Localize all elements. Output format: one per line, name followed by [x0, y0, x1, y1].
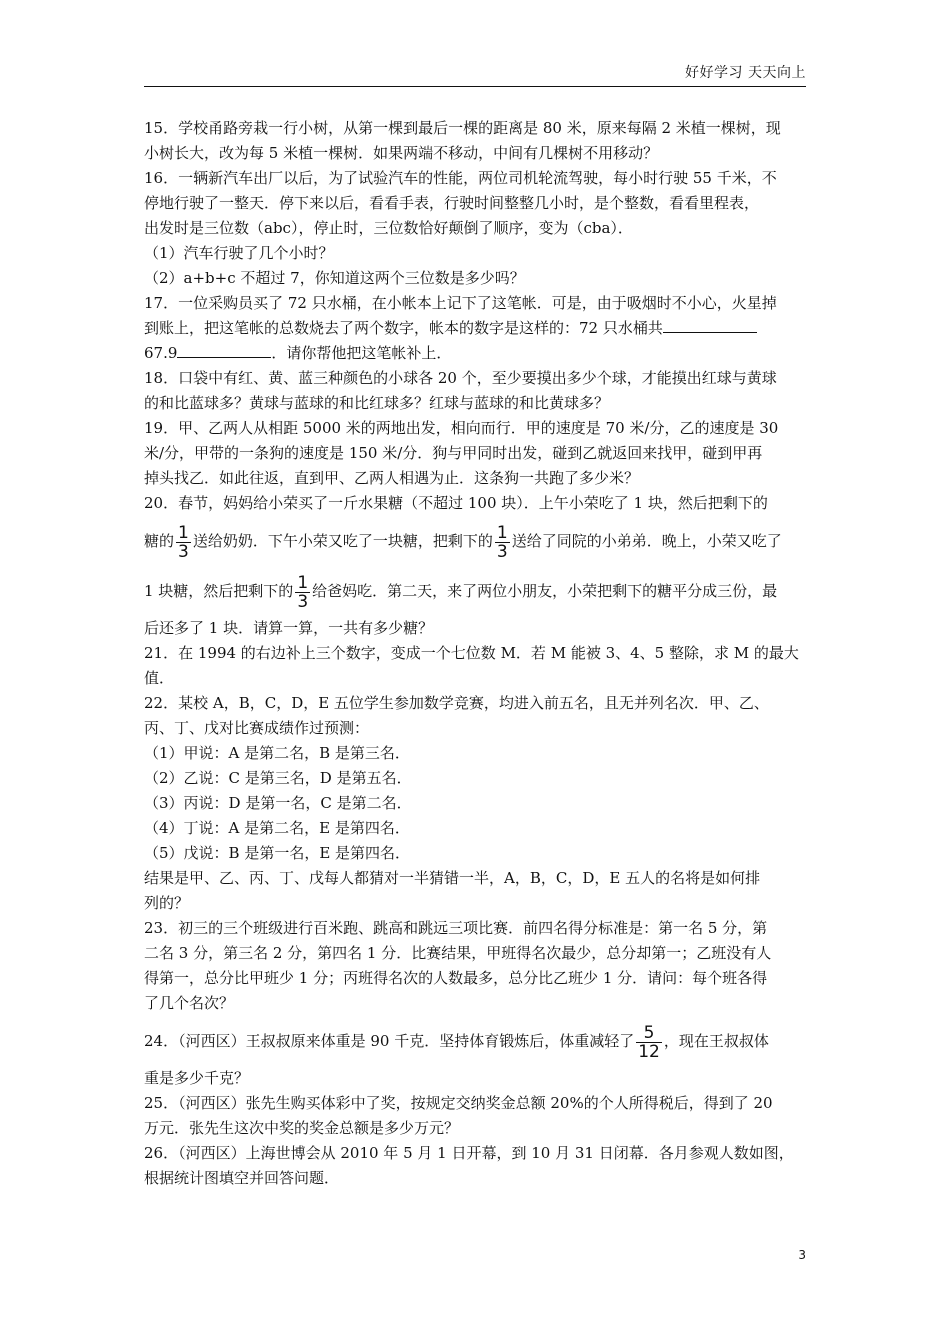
question-22-line-3: 结果是甲、乙、丙、丁、戊每人都猜对一半猜错一半，A，B，C，D，E 五人的名将是如何排 [144, 869, 761, 887]
question-20-text: 给爸妈吃．第二天，来了两位小朋友，小荣把剩下的糖平分成三份，最 [312, 582, 778, 600]
question-17-line-2 [144, 316, 808, 341]
question-16-part-2: （2）a+b+c 不超过 7，你知道这两个三位数是多少吗？ [144, 269, 525, 287]
question-23-line-3: 得第一，总分比甲班少 1 分；丙班得名次的人数最多，总分比乙班少 1 分．请问：每个班各得 [144, 969, 768, 987]
header-rule [144, 86, 806, 87]
question-24-line-1 [144, 1016, 808, 1066]
question-23-line-4: 了几个名次？ [144, 994, 235, 1012]
question-22-statement-2: （2）乙说：C 是第三名，D 是第五名． [144, 769, 412, 787]
fraction-five-twelfths: $\frac{5}{12}$ [638, 1022, 660, 1062]
question-19-line-3: 掉头找乙．如此往返，直到甲、乙两人相遇为止．这条狗一共跑了多少米？ [144, 469, 640, 487]
question-17-tail: ．请你帮他把这笔帐补上． [271, 344, 452, 362]
page-number: 3 [798, 1248, 806, 1262]
question-20-text: 送给了同院的小弟弟．晚上，小荣又吃了 [511, 532, 782, 550]
question-22-line-1: 22．某校 A，B，C，D，E 五位学生参加数学竞赛，均进入前五名，且无并列名次．甲、乙、 [144, 694, 769, 712]
question-23-line-2: 二名 3 分，第三名 2 分，第四名 1 分．比赛结果，甲班得名次最少，总分却第一；乙班没有人 [144, 944, 772, 962]
question-17-line-3 [144, 341, 808, 366]
question-18-line-2: 的和比蓝球多？黄球与蓝球的和比红球多？红球与蓝球的和比黄球多？ [144, 394, 610, 412]
question-22-statement-5: （5）戊说：B 是第一名，E 是第四名． [144, 844, 411, 862]
question-24-text: 24．（河西区）王叔叔原来体重是 90 千克．坚持体育锻炼后，体重减轻了 [144, 1032, 635, 1050]
question-15-line-1: 15．学校甬路旁栽一行小树，从第一棵到最后一棵的距离是 80 米，原来每隔 2 米植一棵树，现 [144, 119, 781, 137]
question-22-line-2: 丙、丁、戊对比赛成绩作过预测： [144, 719, 370, 737]
question-19-line-2: 米/分，甲带的一条狗的速度是 150 米/分．狗与甲同时出发，碰到乙就返回来找甲，碰到甲再 [144, 444, 763, 462]
question-25-line-1: 25．（河西区）张先生购买体彩中了奖，按规定交纳奖金总额 20%的个人所得税后，得到了 20 [144, 1094, 773, 1112]
question-26-line-2: 根据统计图填空并回答问题． [144, 1169, 340, 1187]
question-17-amount: 67.9 [144, 344, 178, 362]
question-22-statement-1: （1）甲说：A 是第二名，B 是第三名． [144, 744, 410, 762]
question-20-text: 送给奶奶．下午小荣又吃了一块糖，把剩下的 [192, 532, 493, 550]
question-21-line-1: 21．在 1994 的右边补上三个数字，变成一个七位数 M．若 M 能被 3、4、5 整除，求 M 的最大 [144, 644, 799, 662]
question-20-text: 1 块糖，然后把剩下的 [144, 582, 294, 600]
fraction-one-third: $\frac{1}{3}$ [496, 522, 508, 562]
question-18-line-1: 18．口袋中有红、黄、蓝三种颜色的小球各 20 个，至少要摸出多少个球，才能摸出红球与黄球 [144, 369, 777, 387]
question-22-statement-4: （4）丁说：A 是第二名，E 是第四名． [144, 819, 410, 837]
question-23-line-1: 23．初三的三个班级进行百米跑、跳高和跳远三项比赛．前四名得分标准是：第一名 5 分，第 [144, 919, 768, 937]
question-20-text: 糖的 [144, 532, 175, 550]
question-20-line-2 [144, 516, 808, 566]
question-24-line-2: 重是多少千克？ [144, 1069, 250, 1087]
fraction-one-third: $\frac{1}{3}$ [178, 522, 189, 562]
question-25-line-2: 万元．张先生这次中奖的奖金总额是多少万元？ [144, 1119, 460, 1137]
question-20-line-3 [144, 566, 808, 616]
question-17-line-1: 17．一位采购员买了 72 只水桶，在小帐本上记下了这笔帐．可是，由于吸烟时不小心，火星掉 [144, 294, 777, 312]
question-16-line-1: 16．一辆新汽车出厂以后，为了试验汽车的性能，两位司机轮流驾驶，每小时行驶 55 千米，不 [144, 169, 777, 187]
question-16-line-3: 出发时是三位数（abc），停止时，三位数恰好颠倒了顺序，变为（cba）． [144, 219, 633, 237]
question-17-text: 到账上，把这笔帐的总数烧去了两个数字，帐本的数字是这样的：72 只水桶共 [144, 319, 663, 337]
answer-blank [177, 342, 271, 358]
fraction-one-third: $\frac{1}{3}$ [297, 572, 309, 612]
question-20-line-4: 后还多了 1 块．请算一算，一共有多少糖？ [144, 619, 434, 637]
page-header: 好好学习 天天向上 [685, 65, 806, 81]
page-content [144, 116, 808, 1191]
question-16-part-1: （1）汽车行驶了几个小时？ [144, 244, 334, 262]
question-21-line-2: 值． [144, 669, 175, 687]
question-24-text: ，现在王叔叔体 [663, 1032, 769, 1050]
question-20-line-1: 20．春节，妈妈给小荣买了一斤水果糖（不超过 100 块）．上午小荣吃了 1 块，然后把剩下的 [144, 494, 768, 512]
question-19-line-1: 19．甲、乙两人从相距 5000 米的两地出发，相向而行．甲的速度是 70 米/分，乙的速度是 30 [144, 419, 779, 437]
question-26-line-1: 26．（河西区）上海世博会从 2010 年 5 月 1 日开幕，到 10 月 31 日闭幕．各月参观人数如图， [144, 1144, 794, 1162]
question-16-line-2: 停地行驶了一整天．停下来以后，看看手表，行驶时间整整几小时，是个整数，看看里程表， [144, 194, 760, 212]
question-22-line-4: 列的？ [144, 894, 190, 912]
question-15-line-2: 小树长大，改为每 5 米植一棵树．如果两端不移动，中间有几棵树不用移动？ [144, 144, 659, 162]
answer-blank [663, 317, 757, 333]
question-22-statement-3: （3）丙说：D 是第一名，C 是第二名． [144, 794, 412, 812]
